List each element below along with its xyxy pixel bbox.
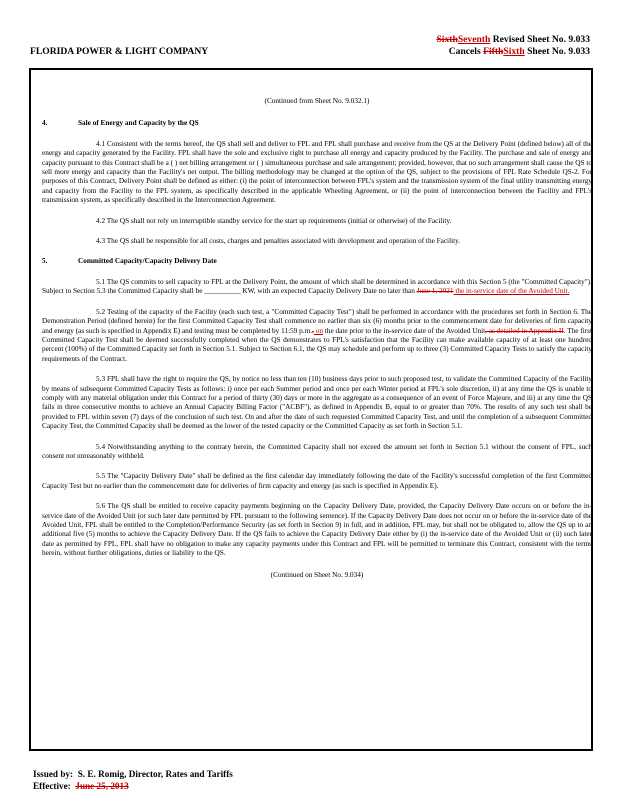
revised-sheet-text: Revised Sheet No. 9.033 [490, 34, 590, 45]
issued-by-name: S. E. Romig, Director, Rates and Tariffs [77, 769, 233, 779]
section-4-number: 4. [42, 119, 48, 128]
paragraph-5-1 [42, 278, 592, 297]
inserted-on: on [313, 326, 323, 335]
paragraph-5-5: 5.5 The "Capacity Delivery Date" shall be defined as the first calendar day immediately following the date of the Facility's successful completion of the first Committed Capacity Test but no earlier than the commencement date for deliveries of firm capacity and energy (as such is specified in Appendix E). [42, 472, 592, 490]
deleted-appendix-reference: , as detailed in Appendix II [485, 326, 564, 335]
paragraph-4-1: 4.1 Consistent with the terms hereof, the QS shall sell and deliver to FPL and FPL shall purchase and receive from the QS at the Delivery Point (defined below) all of the energy and capacity generated by the Facility. FPL shall have the sole and exclusive right to purchase all energy and capacity produced by the Facility. The purchase and sale of energy and capacity pursuant to this Contract shall be a ( ) net billing arrangement or ( ) simultaneous purchase and sale arrangement; provided, however, that no such arrangement shall cause the QS to sell more energy and capacity than the Facility's net output. The billing methodology may be changed at the option of the QS, subject to the provisions of FPL Rate Schedule QS-2. For purposes of this Contract, Delivery Point shall be defined as either: (i) the point of interconnection between FPL's system and the transmission system of the final utility transmitting energy and capacity from the Facility to the FPL system, as specifically described in the applicable Wheeling Agreement, or (ii) the point of interconnection between the Facility and FPL's transmission system, as specifically described in the Interconnection Agreement. [42, 139, 592, 205]
cancels-label: Cancels [448, 46, 484, 57]
document-body [42, 68, 592, 580]
issued-by-line [33, 768, 233, 780]
effective-line [33, 780, 233, 792]
paragraph-5-1-text: 5.1 The QS commits to sell capacity to FPL at the Delivery Point, the amount of which shall be determined in accordance with this Section 5 (the "Committed Capacity"). Subject to Section 5.3 the Committed Capacity shall be __________ KW, with an expected Capacity Delivery Date no later than [42, 277, 592, 296]
section-5-heading [42, 257, 592, 266]
paragraph-5-2-text-a: 5.2 Testing of the capacity of the Facility (each such test, a "Committed Capacity Test") shall be performed in accordance with the procedures set forth in Section 6. The Demonstration Period (defined herein) for the first Committed Capacity Test shall commence no earlier than six (6) months prior to the commencement date for deliveries of firm capacity and energy (as such is specified in Appendix E) and testing must be completed by 11:59 p.m. [42, 307, 592, 335]
cancels-sheet-text: Sheet No. 9.033 [524, 46, 590, 57]
paragraph-5-3: 5.3 FPL shall have the right to require the QS, by notice no less than ten (10) business days prior to such proposed test, to validate the Committed Capacity of the Facility by means of subsequent Committed Capacity Tests as follows: i) once per each Summer period and once per each Winter period at FPL's sole discretion, ii) at any time the QS is unable to comply with any material obligation under this Contract for a period of thirty (30) days or more in the aggregate as a consequence of an event of Force Majeure, and iii) at any time the QS fails in three consecutive months to achieve an Annual Capacity Billing Factor ("ACBF"), as defined in Appendix B, equal to or greater than 70%. The results of any such test shall be provided to FPL within seven (7) days of the conclusion of such test. On and after the date of such requested Committed Capacity Test, and until the completion of a subsequent Committed Capacity Test, the Committed Capacity shall be deemed as the lower of the tested capacity or the Committed Capacity as set forth in Section 5.1. [42, 375, 592, 431]
paragraph-5-4: 5.4 Notwithstanding anything to the contrary herein, the Committed Capacity shall not exceed the amount set forth in Section 5.1 without the consent of FPL, such consent not unreasonably withheld. [42, 442, 592, 460]
paragraph-4-2: 4.2 The QS shall not rely on interruptible standby service for the start up requirements (initial or otherwise) of the Facility. [96, 216, 452, 225]
header-company: FLORIDA POWER & LIGHT COMPANY [30, 46, 209, 57]
deleted-revision: Sixth [436, 34, 458, 45]
paragraph-5-2 [42, 308, 592, 364]
paragraph-4-3: 4.3 The QS shall be responsible for all costs, charges and penalties associated with development and operation of the Facility. [96, 237, 461, 246]
paragraph-5-6: 5.6 The QS shall be entitled to receive capacity payments beginning on the Capacity Delivery Date, provided, the Capacity Delivery Date occurs on or before the in-service date of the Avoided Unit (or such later date permitted by FPL pursuant to the following sentence). If the Capacity Delivery Date does not occur on or before the in-service date of the Avoided Unit, FPL shall be entitled to the Completion/Performance Security (as set forth in Section 9) in full, and in addition, FPL may, but shall not be obligated to, allow the QS up to an additional five (5) months to achieve the Capacity Delivery Date. If the QS fails to achieve the Capacity Delivery Date either by (i) the in-service date of the Avoided Unit or (ii) such later date as permitted by FPL, FPL shall have no obligation to make any capacity payments under this Contract and FPL will be permitted to terminate this Contract, consistent with the terms herein, without further obligations, duties or liability to the QS. [42, 502, 592, 558]
paragraph-5-2-text-c: . The first Committed Capacity Test shall be deemed successfully completed when the QS demonstrates to FPL's satisfaction that the Facility can make available capacity of at least one hundred percent (100%) of the Committed Capacity set forth in Section 5.1. Subject to Section 6.1, the QS may schedule and perform up to three (3) Committed Capacity Tests to satisfy the capacity requirements of the Contract. [42, 326, 593, 363]
issued-by-label: Issued by: [33, 769, 74, 779]
revised-sheet-line [436, 34, 590, 46]
footer [33, 768, 233, 792]
inserted-revision: Seventh [457, 34, 491, 45]
sheet-revision-block [436, 34, 590, 58]
deleted-cancel-revision: Fifth [483, 46, 504, 57]
inserted-cancel-revision: Sixth [503, 46, 525, 57]
deleted-effective-date: June 25, 2013 [75, 781, 129, 791]
section-4-heading [42, 119, 592, 128]
effective-label: Effective: [33, 781, 71, 791]
continued-on-note: (Continued on Sheet No. 9.034) [270, 570, 364, 579]
deleted-comma: , [312, 326, 314, 335]
cancels-sheet-line [436, 46, 590, 58]
paragraph-5-2-text-b: the date prior to the in-service date of the Avoided Unit [322, 326, 486, 335]
section-5-title: Committed Capacity/Capacity Delivery Date [78, 257, 217, 266]
inserted-in-service-text: the in-service date of the Avoided Unit. [453, 287, 570, 296]
deleted-date: June 1, 2021 [416, 287, 454, 296]
section-5-number: 5. [42, 257, 48, 266]
section-4-title: Sale of Energy and Capacity by the QS [78, 119, 199, 128]
continued-from-note: (Continued from Sheet No. 9.032.1) [264, 97, 370, 105]
